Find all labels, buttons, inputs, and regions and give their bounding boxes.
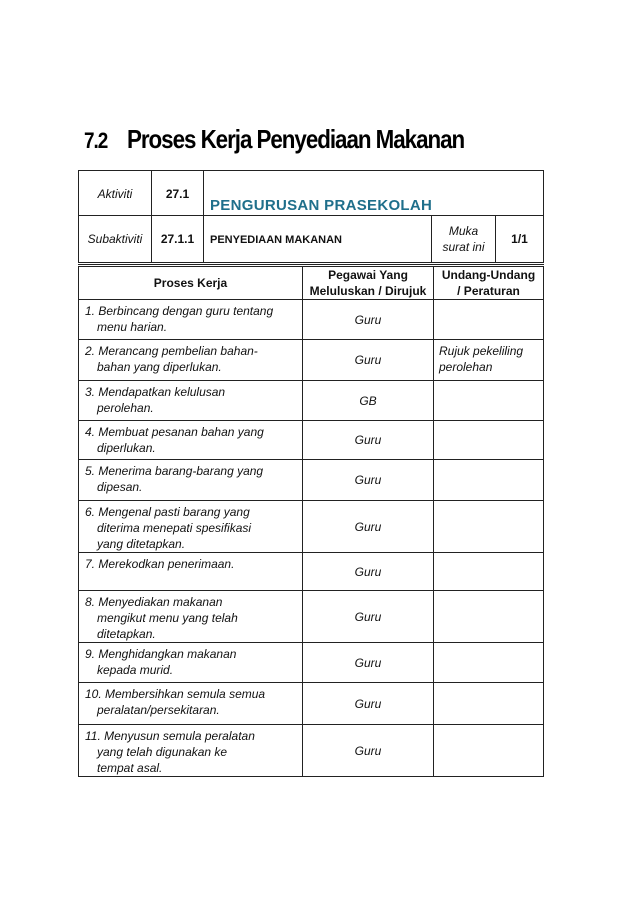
header-law-line1: Undang-Undang [441,268,536,282]
table-row [79,340,544,381]
process-step-text: yang ditetapkan. [97,537,186,551]
subactivity-code: 27.1.1 [160,232,195,246]
officer-cell [303,643,434,683]
process-step-text: diperlukan. [97,441,156,455]
process-step-text: diterima menepati spesifikasi [97,521,252,535]
section-number: 7.2 [84,128,108,153]
officer-cell [303,340,434,381]
table-row [79,300,544,340]
officer-text: Guru [354,564,382,579]
officer-text: Guru [354,519,382,534]
header-process [79,266,303,300]
law-cell [434,381,544,421]
officer-text: Guru [354,473,382,487]
law-cell [434,421,544,460]
activity-name: PENGURUSAN PRASEKOLAH [210,197,433,214]
header-process-label: Proses Kerja [153,276,228,290]
section-heading [84,124,464,158]
table-row [79,643,544,683]
officer-text: Guru [354,312,382,327]
process-step-text: yang telah digunakan ke [97,745,228,759]
officer-text: Guru [354,655,382,670]
process-step-text: peralatan/persekitaran. [97,703,220,717]
header-officer [303,266,434,300]
table-row [79,460,544,501]
officer-cell [303,725,434,777]
officer-cell [303,591,434,643]
officer-text: Guru [354,743,382,758]
activity-code: 27.1 [165,187,190,201]
process-step-text: tempat asal. [97,761,163,775]
table-row [79,725,544,777]
page-label-line1: Muka [448,224,479,238]
officer-text: Guru [354,353,382,367]
process-step-text: 1. Berbincang dengan guru tentang [85,304,274,318]
officer-cell [303,553,434,591]
process-step-text: menu harian. [97,320,168,334]
officer-cell [303,460,434,501]
law-cell [434,501,544,553]
page-label-line2: surat ini [442,240,485,254]
process-step-cell [79,421,303,460]
process-step-text: mengikut menu yang telah [97,611,238,625]
process-step-text: perolehan. [97,401,154,415]
law-cell [434,340,544,381]
header-officer-line1: Pegawai Yang [328,268,408,282]
process-step-text: dipesan. [97,480,143,494]
activity-name-cell [204,171,544,216]
process-step-text: 7. Merekodkan penerimaan. [85,557,235,571]
process-step-text: bahan yang diperlukan. [97,360,222,374]
table-row [79,421,544,460]
table-row [79,381,544,421]
process-step-cell [79,340,303,381]
process-step-text: 11. Menyusun semula peralatan [85,729,255,743]
page-value: 1/1 [511,232,528,246]
process-step-text: 2. Merancang pembelian bahan- [85,344,258,358]
process-table [78,264,544,777]
table-row [79,553,544,591]
law-cell [434,683,544,725]
subactivity-label: Subaktiviti [87,232,143,246]
officer-text: Guru [354,433,382,447]
law-cell [434,643,544,683]
process-step-cell [79,683,303,725]
page-value-cell [496,216,544,263]
officer-cell [303,421,434,460]
process-step-cell [79,643,303,683]
process-step-cell [79,460,303,501]
subactivity-name-cell [204,216,432,263]
law-cell [434,460,544,501]
process-step-cell [79,725,303,777]
process-steps [79,300,544,777]
law-text: perolehan [439,360,493,374]
activity-label-cell [79,171,152,216]
activity-row [79,171,544,216]
law-text: Rujuk pekeliling [439,344,524,358]
table-row [79,591,544,643]
officer-text: Guru [354,609,382,624]
section-title: Proses Kerja Penyediaan Makanan [127,124,465,154]
activity-header-table [78,170,544,263]
law-cell [434,725,544,777]
activity-label: Aktiviti [97,187,133,201]
officer-cell [303,683,434,725]
officer-cell [303,501,434,553]
page-label-cell [432,216,496,263]
table-row [79,501,544,553]
officer-cell [303,381,434,421]
subactivity-name: PENYEDIAAN MAKANAN [210,234,343,246]
subactivity-row [79,216,544,263]
subactivity-code-cell [152,216,204,263]
process-step-text: 5. Menerima barang-barang yang [85,464,264,478]
officer-text: GB [359,393,377,408]
header-law [434,266,544,300]
process-step-text: 3. Mendapatkan kelulusan [85,385,226,399]
subactivity-label-cell [79,216,152,263]
process-step-cell [79,501,303,553]
process-step-cell [79,300,303,340]
officer-text: Guru [354,696,382,711]
process-step-text: kepada murid. [97,663,174,677]
header-law-line2: / Peraturan [457,284,520,298]
law-cell [434,591,544,643]
header-officer-line2: Meluluskan / Dirujuk [309,284,427,298]
process-step-text: 6. Mengenal pasti barang yang [85,505,250,519]
process-step-cell [79,591,303,643]
process-step-text: 9. Menghidangkan makanan [85,647,237,661]
law-cell [434,553,544,591]
process-table-header [79,266,544,300]
law-cell [434,300,544,340]
process-step-cell [79,381,303,421]
process-step-text: 4. Membuat pesanan bahan yang [85,425,264,439]
process-step-text: 8. Menyediakan makanan [85,595,223,609]
process-step-text: ditetapkan. [97,627,156,641]
activity-code-cell [152,171,204,216]
officer-cell [303,300,434,340]
process-step-text: 10. Membersihkan semula semua [85,687,266,701]
table-row [79,683,544,725]
process-step-cell [79,553,303,591]
